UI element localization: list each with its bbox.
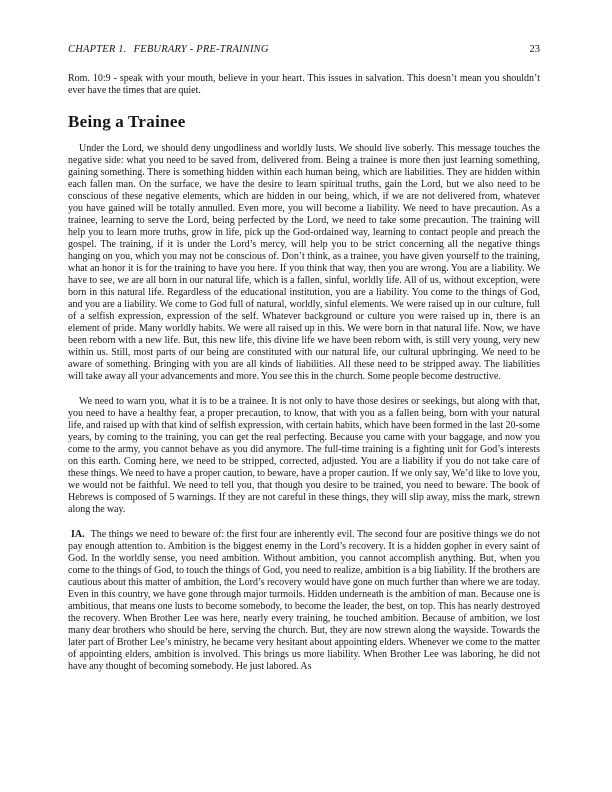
body-paragraph-1 (68, 143, 540, 383)
body-paragraph-2 (68, 396, 540, 516)
intro-paragraph (68, 73, 540, 97)
running-header (68, 44, 540, 56)
body-paragraph-2-text: We need to warn you, what it is to be a trainee. It is not only to have those desires or seekings, but along with that, you need to have a healthy fear, a proper precaution, to know, that with you as a fallen being, born with your natural life, and raised up with that kind of selfish expression, with certain habits, which have been formed in the last 20-some years, by coming to the training, you can get the real perfecting. Because you came with your baggage, and now you come to the army, you cannot behave as you did anymore. The full-time training is a fighting unit for God’s interests on this earth. Coming here, we need to be stripped, corrected, adjusted. You are a liability if you do not take care of these things. We need to have a proper caution, to beware, have a proper caution. If we only say, We’d like to love you, we would not be faithful. We need to tell you, that though you desire to be trained, you need to beware. The book of Hebrews is composed of 5 warnings. If they are not careful in these things, they will slip away, miss the mark, strewn along the way. (68, 396, 540, 515)
body-paragraph-3 (68, 529, 540, 673)
page-body (68, 73, 540, 673)
page-number: 23 (529, 44, 540, 55)
chapter-title: FEBURARY - PRE-TRAINING (133, 44, 269, 55)
intro-paragraph-text: Rom. 10:9 - speak with your mouth, believe in your heart. This issues in salvation. This doesn’t mean you shouldn’t ever have the times that are quiet. (68, 73, 540, 96)
paragraph-lead-label: IA. (71, 529, 85, 540)
body-paragraph-3-text: The things we need to beware of: the first four are inherently evil. The second four are positive things we do not pay enough attention to. Ambition is the biggest enemy in the Lord’s recovery. It is a hidden gopher in every saint of God. In the worldly sense, you need ambition. Without ambition, you cannot accomplish anything. But, when you come to the things of God, to touch the things of God, you need to realize, ambition is a big liability. If the brothers are cautious about this matter of ambition, the Lord’s recovery would have gone on much further than where we are today. Even in this country, we have gone through major turmoils. Hidden underneath is the ambition of man. Because one is ambitious, that means one lusts to become somebody, to become the leader, the best, on top. This has nearly destroyed the recovery. When Brother Lee was here, nearly every training, he touched ambition. Because of ambition, we lost many dear brothers who should be here, serving the church. But, they are now strewn along the wayside. Towards the later part of Brother Lee’s ministry, he became very hesitant about appointing elders. Whenever we come to the matter of appointing elders, ambition is involved. This brings us more liability. When Brother Lee was laboring, he did not have any thought of becoming somebody. He just labored. As (68, 529, 540, 672)
chapter-label: CHAPTER 1. (68, 44, 127, 55)
body-paragraph-1-text: Under the Lord, we should deny ungodliness and worldly lusts. We should live soberly. This message touches the negative side: what you need to be saved from, delivered from. Being a trainee is more then just learning something, gaining something. There is something hidden within each human being, which are liabilities. They are hidden within each fallen man. On the surface, we have the desire to learn spiritual truths, gain the Lord, but we also need to be conscious of these negative elements, which are hidden in our being, which, if we are not delivered from, whatever you have gained will be totally annulled. Even more, you will become a liability. We need to have precaution. As a trainee, learning to serve the Lord, being perfected by the Lord, we need to take some precaution. The training will help you to learn more truths, grow in life, pick up the God-ordained way, learning to contact people and preach the gospel. The training, if it is under the Lord’s mercy, will help you to be strict concerning all the negative things hanging on you, which you may not be conscious of. Don’t think, as a trainee, you have given yourself to the training, what an honor it is for the training to have you here. If you think that way, then you are wrong. You are a liability. We have to see, we are all born in our natural life, which is a fallen, sinful, worldly life. All of us, without exception, were born in this natural life. Regardless of the educational institution, you are a liability. You come to the things of God, and you are a liability. We come to God full of natural, worldly, sinful elements. We were raised up in our culture, full of a selfish expression, expression of the self. Whatever background or culture you were raised up in, there is an element of pride. Many worldly habits. We were all raised up in this. We were born in that natural life. Now, we have been reborn with a new life. But, this new life, this divine life we have been reborn with, is still very young, very new within us. Still, most parts of our being are constituted with our natural life, our cultural upbringing. We need to be aware of something. Bringing with you are all kinds of liabilities. All these need to be stripped away. The liabilities will take away all your advancements and more. You see this in the church. Some people become destructive. (68, 143, 540, 382)
running-header-chapter (68, 44, 269, 56)
section-heading: Being a Trainee (68, 112, 186, 131)
